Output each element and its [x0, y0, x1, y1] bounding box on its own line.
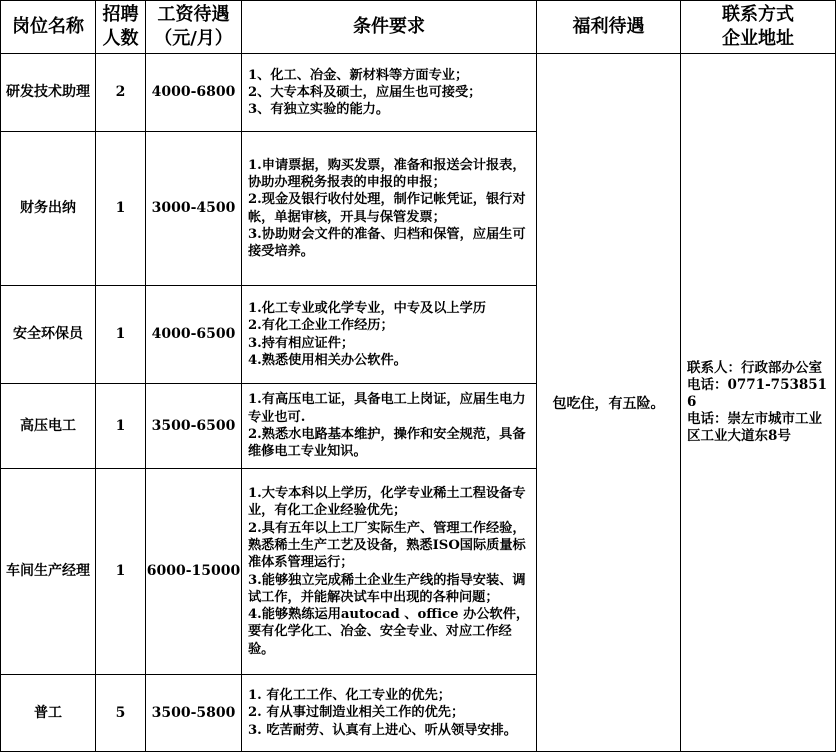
header-count: 招聘 人数 — [96, 1, 146, 54]
contact-address: 电话：崇左市城市工业区工业大道东8号 — [687, 411, 822, 444]
job-count: 1 — [96, 469, 146, 675]
job-salary: 4000-6800 — [146, 54, 242, 132]
job-position: 车间生产经理 — [1, 469, 96, 675]
contact-cell — [681, 54, 836, 752]
job-requirements — [242, 54, 537, 132]
requirement-line: 2.熟悉水电路基本维护，操作和安全规范，具备维修电工专业知识。 — [248, 427, 526, 460]
job-position: 普工 — [1, 675, 96, 752]
job-count: 1 — [96, 384, 146, 469]
header-position: 岗位名称 — [1, 1, 96, 54]
requirement-line: 3.能够独立完成稀土企业生产线的指导安装、调试工作，并能解决试车中出现的各种问题； — [248, 572, 526, 605]
header-row — [1, 1, 836, 54]
welfare-cell: 包吃住，有五险。 — [537, 54, 681, 752]
requirement-line: 1.有高压电工证，具备电工上岗证，应届生电力专业也可. — [248, 392, 526, 425]
requirement-line: 2.具有五年以上工厂实际生产、管理工作经验，熟悉稀土生产工艺及设备，熟悉ISO国际质量标准体系管理运行； — [248, 520, 526, 571]
requirement-line: 1. 有化工工作、化工专业的优先； — [248, 688, 451, 704]
contact-phone: 电话：0771-7538516 — [687, 377, 828, 410]
job-count: 1 — [96, 286, 146, 384]
job-count: 1 — [96, 132, 146, 286]
requirement-line: 2. 有从事过制造业相关工作的优先； — [248, 705, 465, 721]
job-requirements — [242, 469, 537, 675]
job-position: 安全环保员 — [1, 286, 96, 384]
job-salary: 6000-15000 — [146, 469, 242, 675]
header-contact: 联系方式 企业地址 — [681, 1, 836, 54]
job-salary: 3000-4500 — [146, 132, 242, 286]
requirement-line: 3、有独立实验的能力。 — [248, 102, 390, 118]
requirement-line: 2.有化工企业工作经历； — [248, 318, 394, 334]
job-position: 高压电工 — [1, 384, 96, 469]
job-salary: 4000-6500 — [146, 286, 242, 384]
requirement-line: 3. 吃苦耐劳、认真有上进心、听从领导安排。 — [248, 722, 517, 738]
job-count: 5 — [96, 675, 146, 752]
job-count: 2 — [96, 54, 146, 132]
contact-person: 联系人：行政部办公室 — [687, 360, 822, 376]
requirement-line: 1.大专本科以上学历，化学专业稀土工程设备专业，有化工企业经验优先； — [248, 486, 526, 519]
requirement-line: 3.持有相应证件； — [248, 335, 355, 351]
job-requirements — [242, 132, 537, 286]
job-salary: 3500-6500 — [146, 384, 242, 469]
requirement-line: 3.协助财会文件的准备、归档和保管，应届生可接受培养。 — [248, 226, 526, 260]
job-position: 研发技术助理 — [1, 54, 96, 132]
header-salary: 工资待遇 （元/月） — [146, 1, 242, 54]
table-row — [1, 54, 836, 132]
job-requirements — [242, 384, 537, 469]
job-position: 财务出纳 — [1, 132, 96, 286]
header-welfare: 福利待遇 — [537, 1, 681, 54]
requirement-line: 4.能够熟练运用autocad 、office 办公软件，要有化学化工、冶金、安全专业、对应工作经验。 — [248, 607, 530, 657]
requirement-line: 1.申请票据，购买发票，准备和报送会计报表，协助办理税务报表的申报的申报； — [248, 157, 526, 190]
requirement-line: 1.化工专业或化学专业，中专及以上学历 — [248, 300, 486, 316]
job-requirements — [242, 675, 537, 752]
requirement-line: 2、大专本科及硕士，应届生也可接受； — [248, 84, 482, 100]
header-requirements: 条件要求 — [242, 1, 537, 54]
requirement-line: 4.熟悉使用相关办公软件。 — [248, 352, 407, 368]
job-requirements — [242, 286, 537, 384]
requirement-line: 1、化工、冶金、新材料等方面专业； — [248, 67, 469, 83]
requirement-line: 2.现金及银行收付处理，制作记帐凭证，银行对帐，单据审核，开具与保管发票； — [248, 192, 526, 225]
job-salary: 3500-5800 — [146, 675, 242, 752]
